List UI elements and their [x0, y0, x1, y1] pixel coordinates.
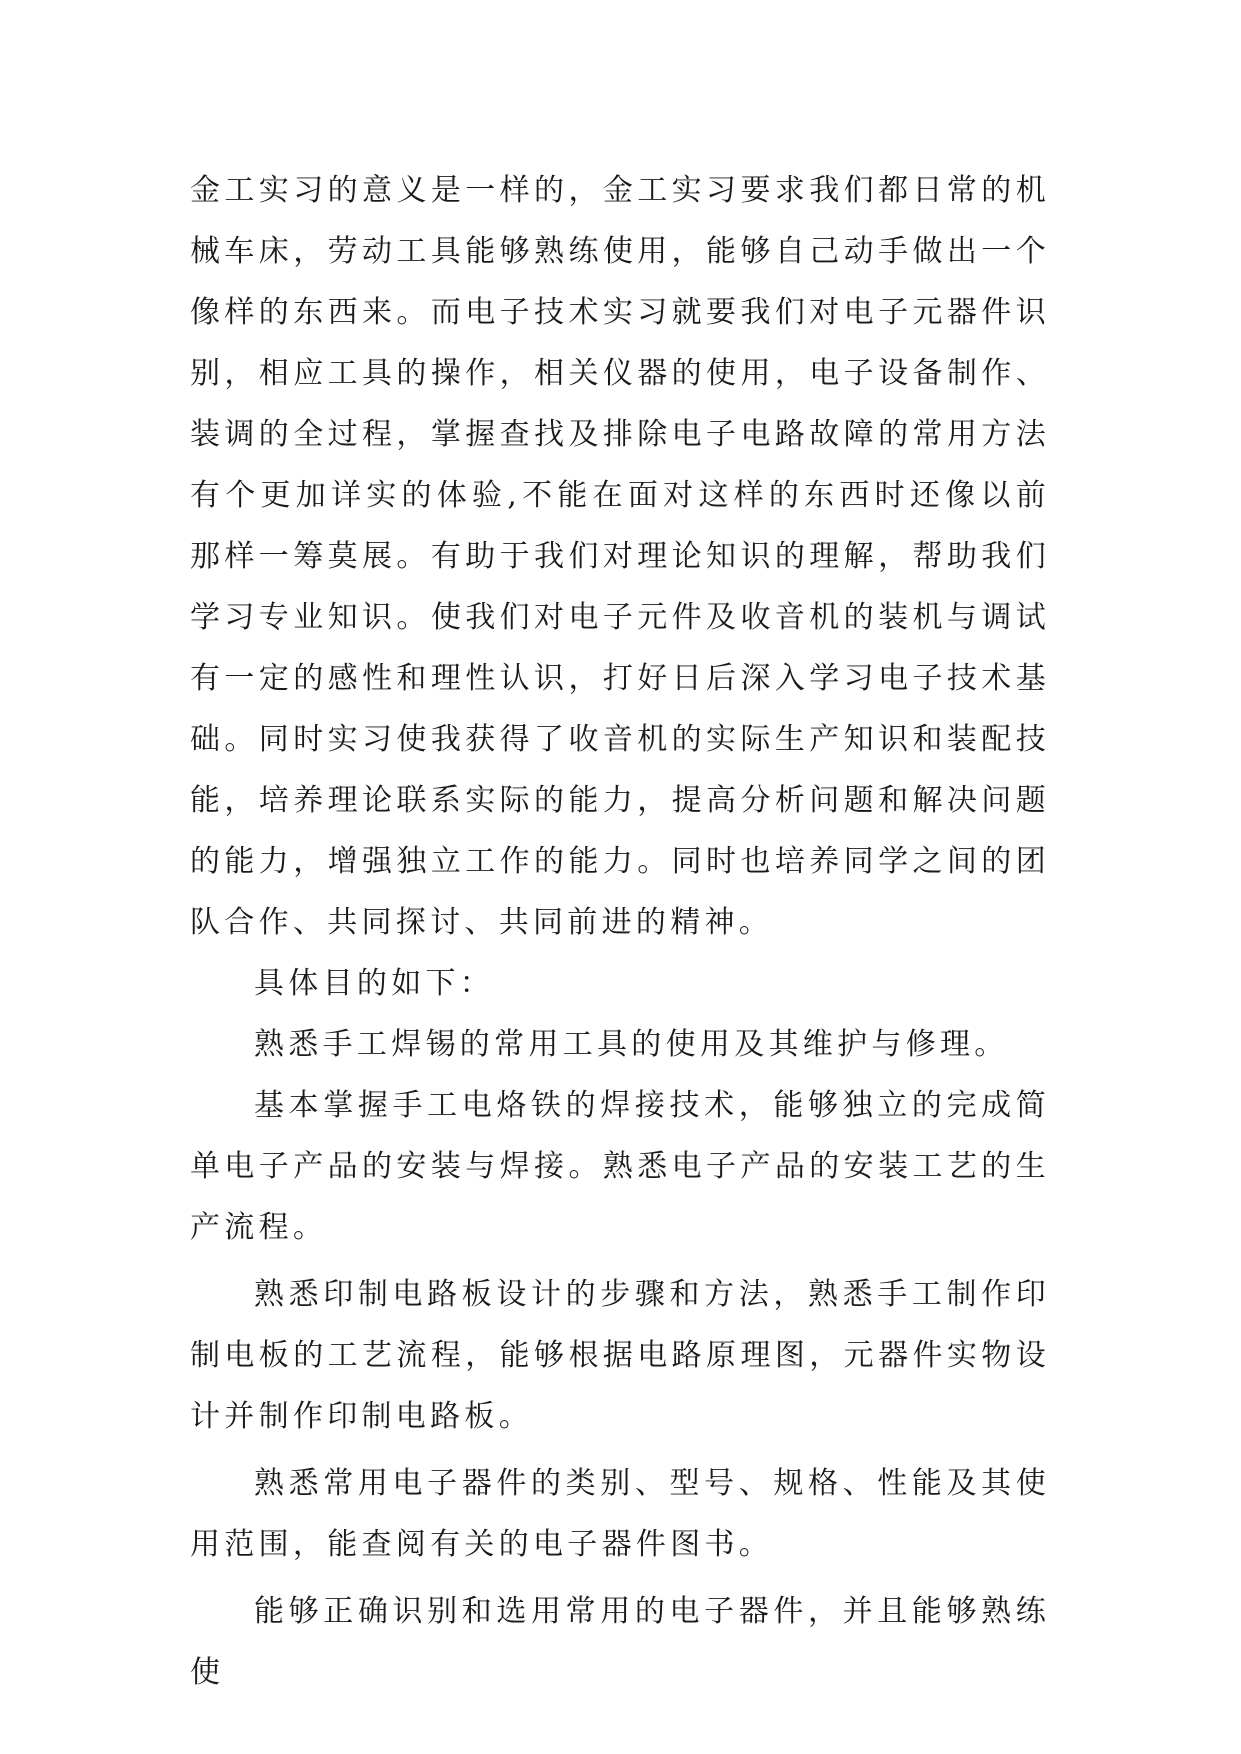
document-body [190, 160, 1050, 1703]
paragraph-significance: 金工实习的意义是一样的，金工实习要求我们都日常的机械车床，劳动工具能够熟练使用，能够自己动手做出一个像样的东西来。而电子技术实习就要我们对电子元器件识别，相应工具的操作，相关仪器的使用，电子设备制作、装调的全过程，掌握查找及排除电子电路故障的常用方法有个更加详实的体验,不能在面对这样的东西时还像以前那样一筹莫展。有助于我们对理论知识的理解，帮助我们学习专业知识。使我们对电子元件及收音机的装机与调试有一定的感性和理性认识，打好日后深入学习电子技术基础。同时实习使我获得了收音机的实际生产知识和装配技能，培养理论联系实际的能力，提高分析问题和解决问题的能力，增强独立工作的能力。同时也培养同学之间的团队合作、共同探讨、共同前进的精神。 [190, 173, 1050, 940]
paragraph-purpose-3: 熟悉印制电路板设计的步骤和方法，熟悉手工制作印制电板的工艺流程，能够根据电路原理图，元器件实物设计并制作印制电路板。 [190, 1277, 1050, 1434]
paragraph-purpose-1: 熟悉手工焊锡的常用工具的使用及其维护与修理。 [254, 1027, 1009, 1062]
paragraph-purpose-heading: 具体目的如下： [254, 966, 495, 1001]
paragraph-purpose-5: 能够正确识别和选用常用的电子器件，并且能够熟练使 [190, 1594, 1050, 1690]
paragraph-purpose-4: 熟悉常用电子器件的类别、型号、规格、性能及其使用范围，能查阅有关的电子器件图书。 [190, 1466, 1050, 1562]
paragraph-purpose-2: 基本掌握手工电烙铁的焊接技术，能够独立的完成简单电子产品的安装与焊接。熟悉电子产品的安装工艺的生产流程。 [190, 1088, 1050, 1245]
